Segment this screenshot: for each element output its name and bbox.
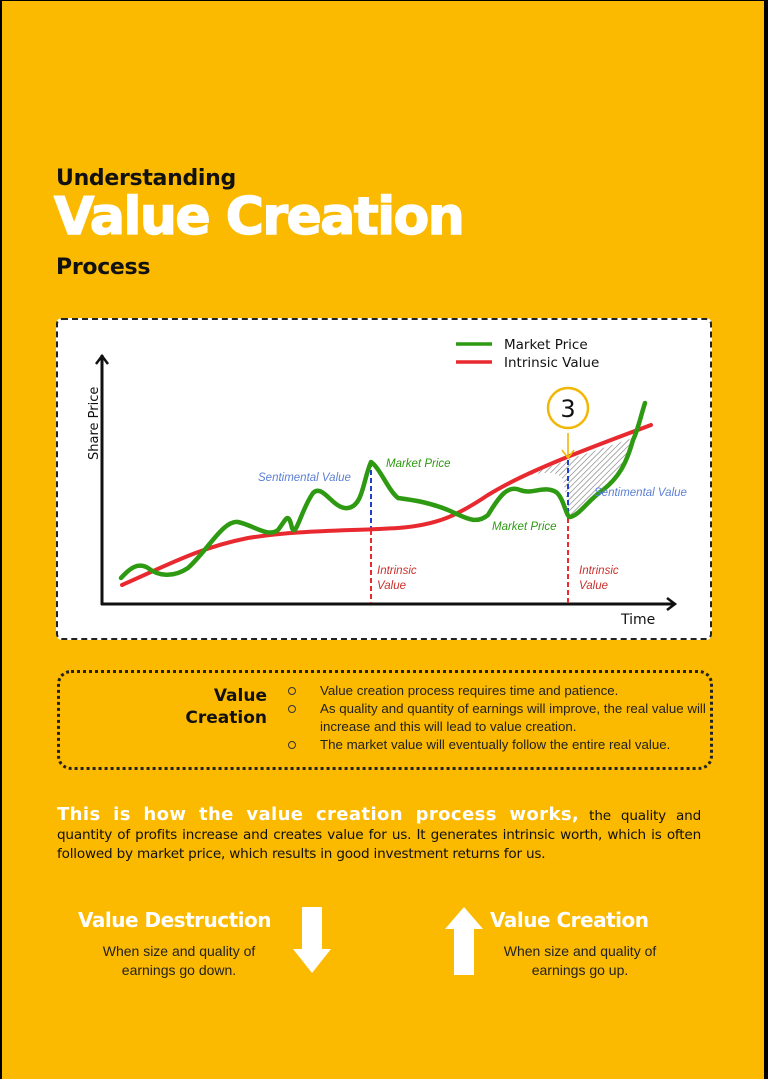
annotation-market-price-2: Market Price [492,521,557,533]
paragraph-lead: This is how the value creation process works, [57,804,580,825]
value-creation-desc: When size and quality of earnings go up. [503,943,657,978]
chart-card [56,318,712,640]
annotation-market-price-1: Market Price [386,458,451,470]
annotation-sentimental-value-2: Sentimental Value [594,487,687,499]
value-chart [58,320,714,642]
circle-bullet-icon [288,687,296,695]
arrow-up-icon [444,907,484,975]
paragraph-body: the quality and quantity of profits increase and creates value for us. It generates intrinsic worth, which is often followed by market price, which results in good investment returns for us. [57,808,701,862]
list-item: Value creation process requires time and patience. [288,682,708,700]
page-title: Value Creation [54,187,464,247]
circle-bullet-icon [288,741,296,749]
value-creation-box [57,670,713,770]
x-axis-label: Time [621,612,656,628]
explanation-paragraph [57,805,701,864]
value-creation-bullets [288,682,708,754]
header-line-process: Process [56,255,151,280]
value-creation-title: Value Creation [490,908,649,932]
list-item: As quality and quantity of earnings will improve, the real value will increase and this will lead to value creation. [288,700,708,736]
annotation-intrinsic-1b: Value [377,580,406,592]
annotation-intrinsic-2a: Intrinsic [579,565,619,577]
step-marker-number: 3 [560,395,576,423]
value-creation-box-title [185,685,267,729]
value-destruction-desc: When size and quality of earnings go down. [102,943,256,978]
legend-market-label: Market Price [504,337,588,353]
annotation-intrinsic-1a: Intrinsic [377,565,417,577]
annotation-intrinsic-2b: Value [579,580,608,592]
y-axis-label: Share Price [87,386,102,460]
x-axis [101,598,675,610]
box-title-line1: Value [213,686,267,706]
arrow-down-icon [292,907,332,975]
list-item: The market value will eventually follow the entire real value. [288,736,708,754]
value-destruction-title: Value Destruction [78,908,271,932]
box-title-line2: Creation [185,708,267,728]
header-line-understanding: Understanding [56,166,236,191]
annotation-sentimental-value-1: Sentimental Value [258,472,351,484]
infographic-page [2,1,764,1079]
legend-intrinsic-label: Intrinsic Value [504,355,600,371]
circle-bullet-icon [288,705,296,713]
